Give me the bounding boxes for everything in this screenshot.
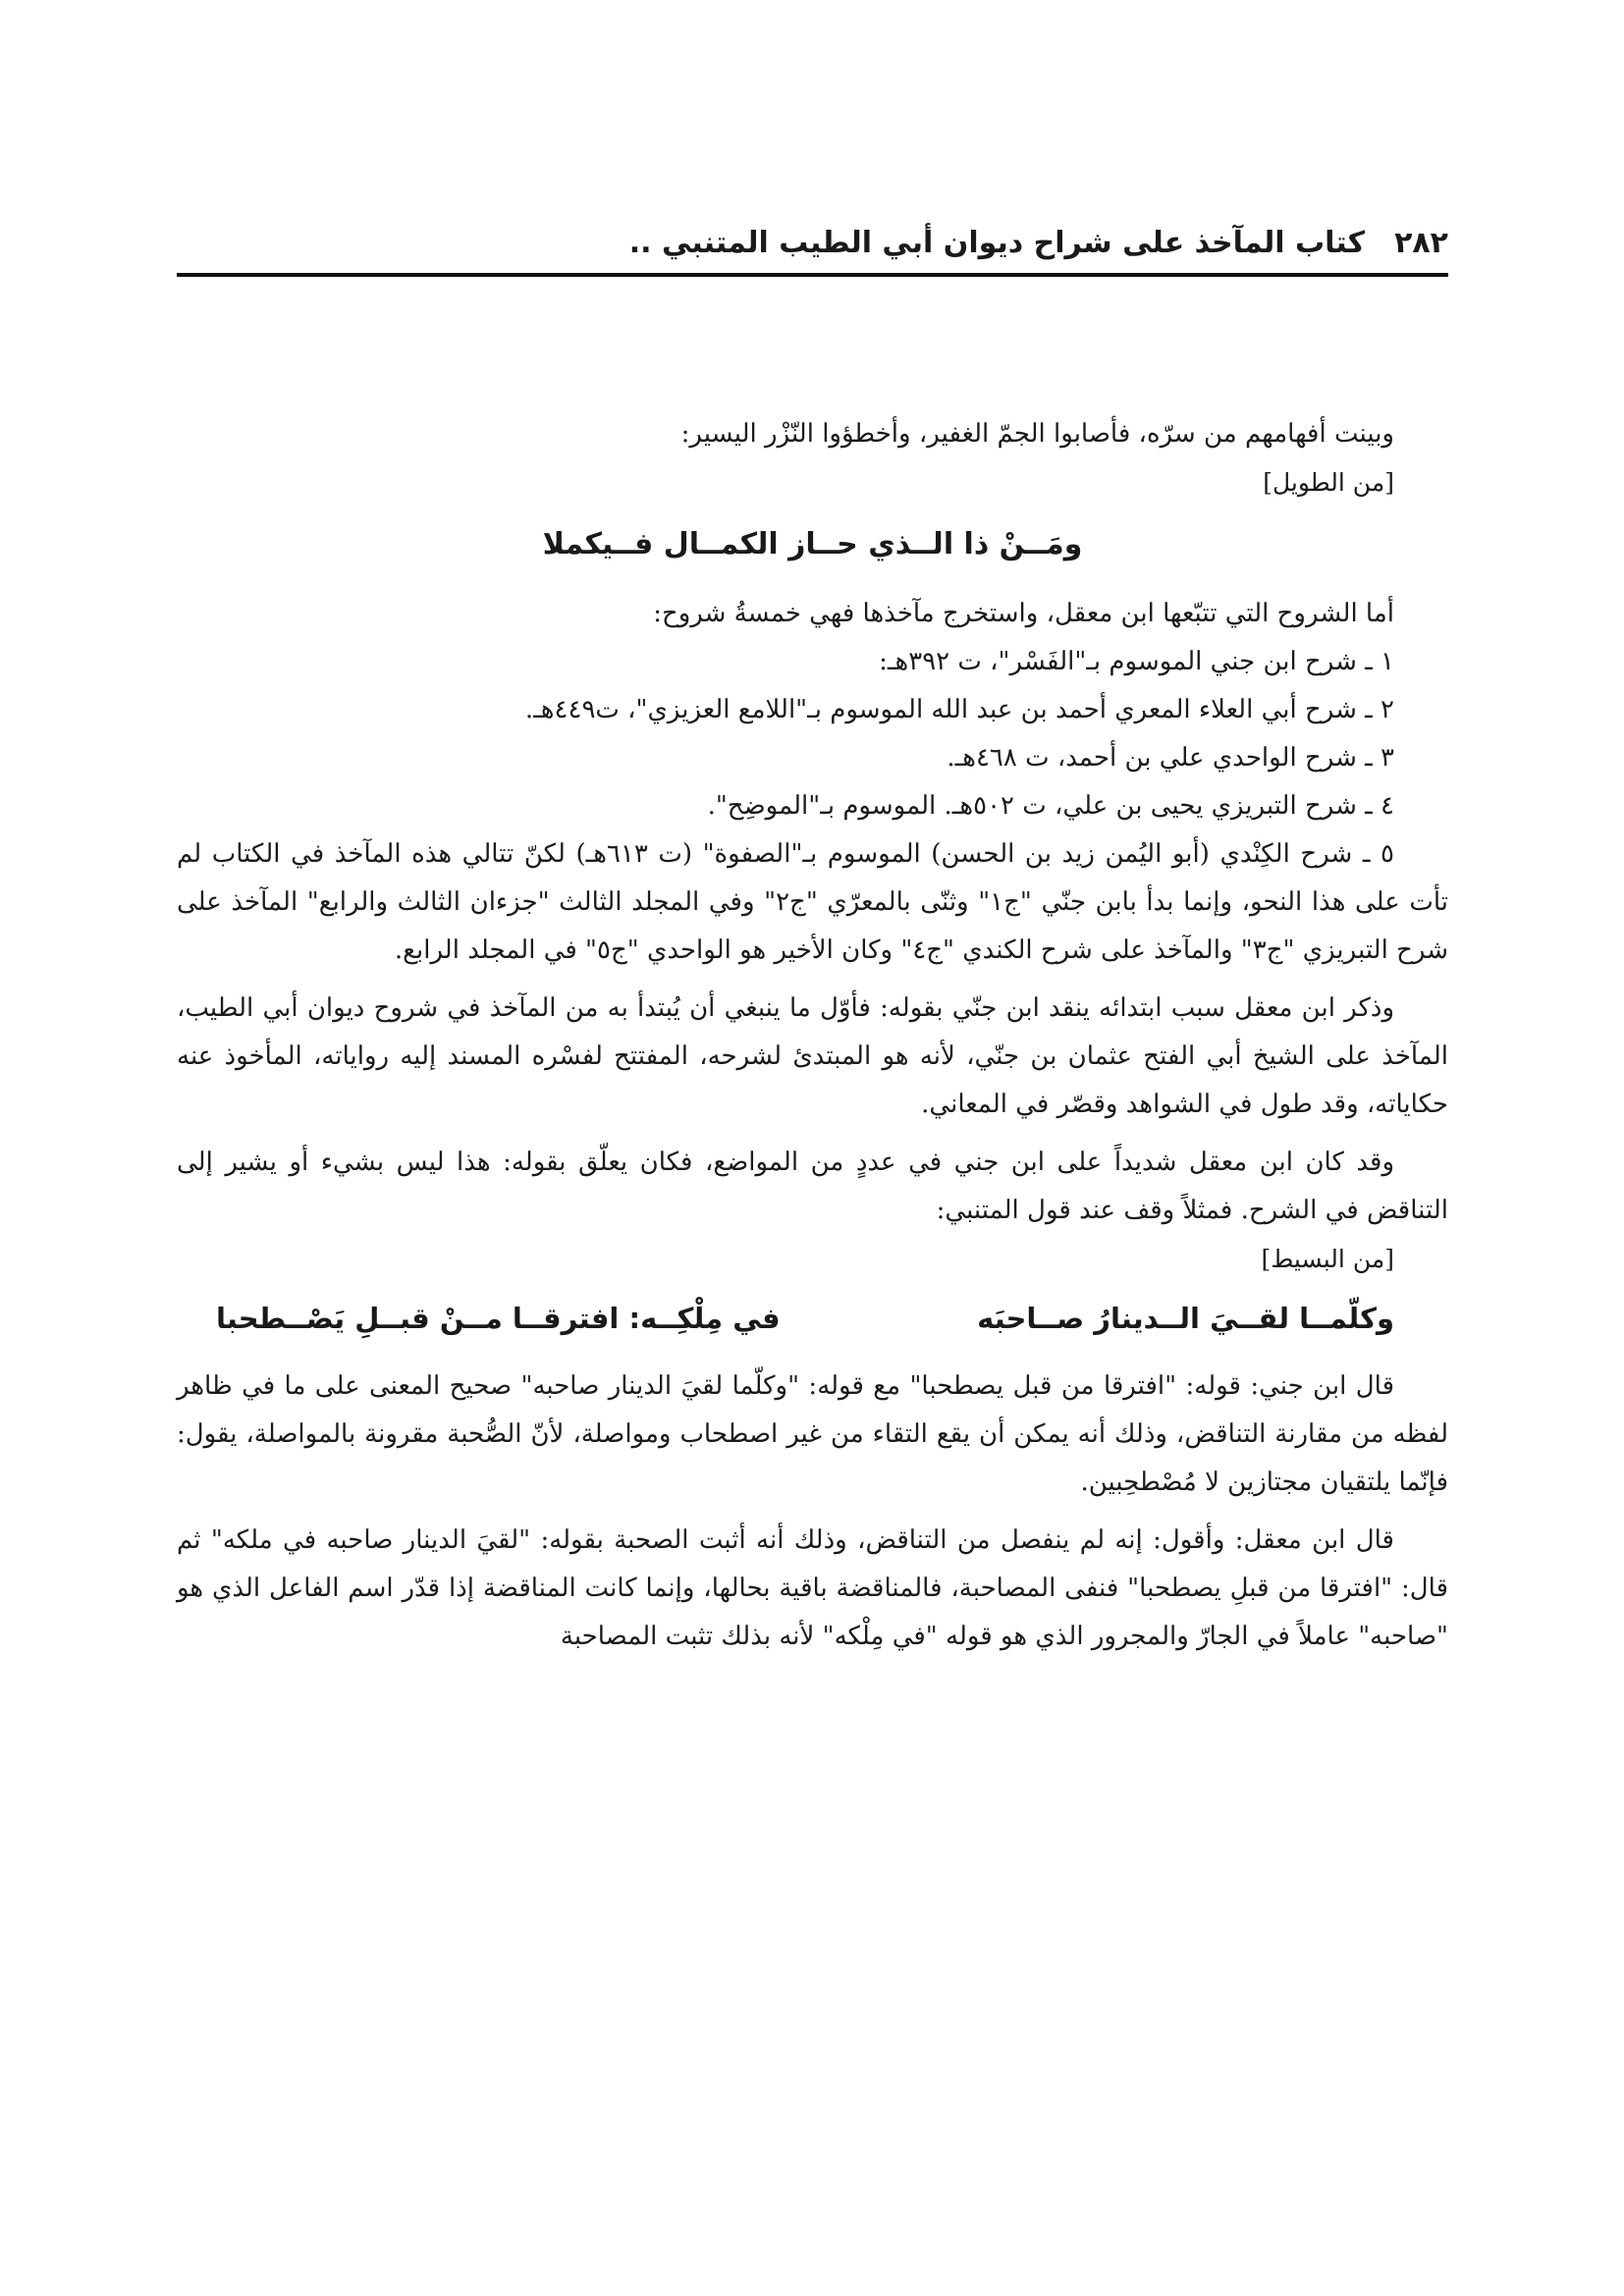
verse-line: ومَــنْ ذا الــذي حــاز الكمــال فــيكملا bbox=[542, 527, 1083, 561]
list-item: ٢ ـ شرح أبي العلاء المعري أحمد بن عبد الله الموسوم بـ"اللامع العزيزي"، ت٤٤٩هـ. bbox=[524, 695, 1394, 724]
ibn-maqil-paragraph: قال ابن معقل: وأقول: إنه لم ينفصل من التناقض، وذلك أنه أثبت الصحبة بقوله: "لقيَ الدينار صاحبه في ملكه" ثم قال: "افترقا من قبلِ يصطحبا" فنفى المصاحبة، فالمناقضة باقية بحالها، وإنما كانت المناقضة إذا قدّر اسم الفاعل الذي هو "صاحبه" عاملاً في الجارّ والمجرور الذي هو قوله "في مِلْكه" لأنه بذلك تثبت المصاحبة bbox=[177, 1525, 1448, 1651]
verse-second-hemistich: في مِلْكِــه: افترقــا مــنْ قبــلِ يَصْــطحبا bbox=[216, 1302, 781, 1335]
running-title: كتاب المآخذ على شراح ديوان أبي الطيب المتنبي .. bbox=[628, 225, 1366, 260]
body-text bbox=[177, 410, 1448, 1661]
severity-paragraph: وقد كان ابن معقل شديداً على ابن جني في عددٍ من المواضع، فكان يعلّق بقوله: هذا ليس بشيء أو يشير إلى التناقض في الشرح. فمثلاً وقف عند قول المتنبي: bbox=[177, 1148, 1448, 1225]
header-rule bbox=[177, 273, 1448, 277]
running-header bbox=[177, 214, 1448, 271]
intro-paragraph: وبينت أفهامهم من سرّه، فأصابوا الجمّ الغفير، وأخطؤوا النّزْر اليسير: bbox=[680, 419, 1394, 449]
meter-label: [من الطويل] bbox=[1263, 468, 1394, 497]
page-number: ٢٨٢ bbox=[1394, 225, 1448, 260]
list-item: ١ ـ شرح ابن جني الموسوم بـ"الفَسْر"، ت ٣٩٢هـ: bbox=[879, 647, 1394, 676]
list-item: ٤ ـ شرح التبريزي يحيى بن علي، ت ٥٠٢هـ. الموسوم بـ"الموضِح". bbox=[707, 791, 1394, 821]
list-item: ٥ ـ شرح الكِنْدي (أبو اليُمن زيد بن الحسن) الموسوم بـ"الصفوة" (ت ٦١٣هـ) لكنّ تتالي هذه المآخذ في الكتاب لم تأت على هذا النحو، وإنما بدأ بابن جنّي "ج١" وثنّى بالمعرّي "ج٢" وفي المجلد الثالث "جزءان الثالث والرابع" المآخذ على شرح التبريزي "ج٣" والمآخذ على شرح الكندي "ج٤" وكان الأخير هو الواحدي "ج٥" في المجلد الرابع. bbox=[177, 839, 1449, 965]
verse-couplet bbox=[177, 1295, 1448, 1343]
meter-label: [من البسيط] bbox=[1261, 1245, 1394, 1273]
ibn-jinni-paragraph: قال ابن جني: قوله: "افترقا من قبل يصطحبا" مع قوله: "وكلّما لقيَ الدينار صاحبه" صحيح المعنى على ما في ظاهر لفظه من مقارنة التناقض، وذلك أنه يمكن أن يقع التقاء من غير اصطحاب ومواصلة، لأنّ الصُّحبة مقرونة بالمواصلة، يقول: فإنّما يلتقيان مجتازين لا مُصْطحِبين. bbox=[177, 1371, 1448, 1497]
reason-paragraph: وذكر ابن معقل سبب ابتدائه ينقد ابن جنّي بقوله: فأوّل ما ينبغي أن يُبتدأ به من المآخذ في شروح ديوان أبي الطيب، المآخذ على الشيخ أبي الفتح عثمان بن جنّي، لأنه هو المبتدئ لشرحه، المفتتح لفسْره المسند إليه رواياته، المأخوذ عنه حكاياته، وقد طول في الشواهد وقصّر في المعاني. bbox=[177, 993, 1448, 1119]
verse-first-hemistich: وكلّمــا لقــيَ الــدينارُ صــاحبَه bbox=[977, 1302, 1394, 1335]
list-item: ٣ ـ شرح الواحدي علي بن أحمد، ت ٤٦٨هـ. bbox=[947, 743, 1394, 773]
sources-paragraph: أما الشروح التي تتبّعها ابن معقل، واستخرج مآخذها فهي خمسةُ شروح: bbox=[653, 599, 1394, 628]
